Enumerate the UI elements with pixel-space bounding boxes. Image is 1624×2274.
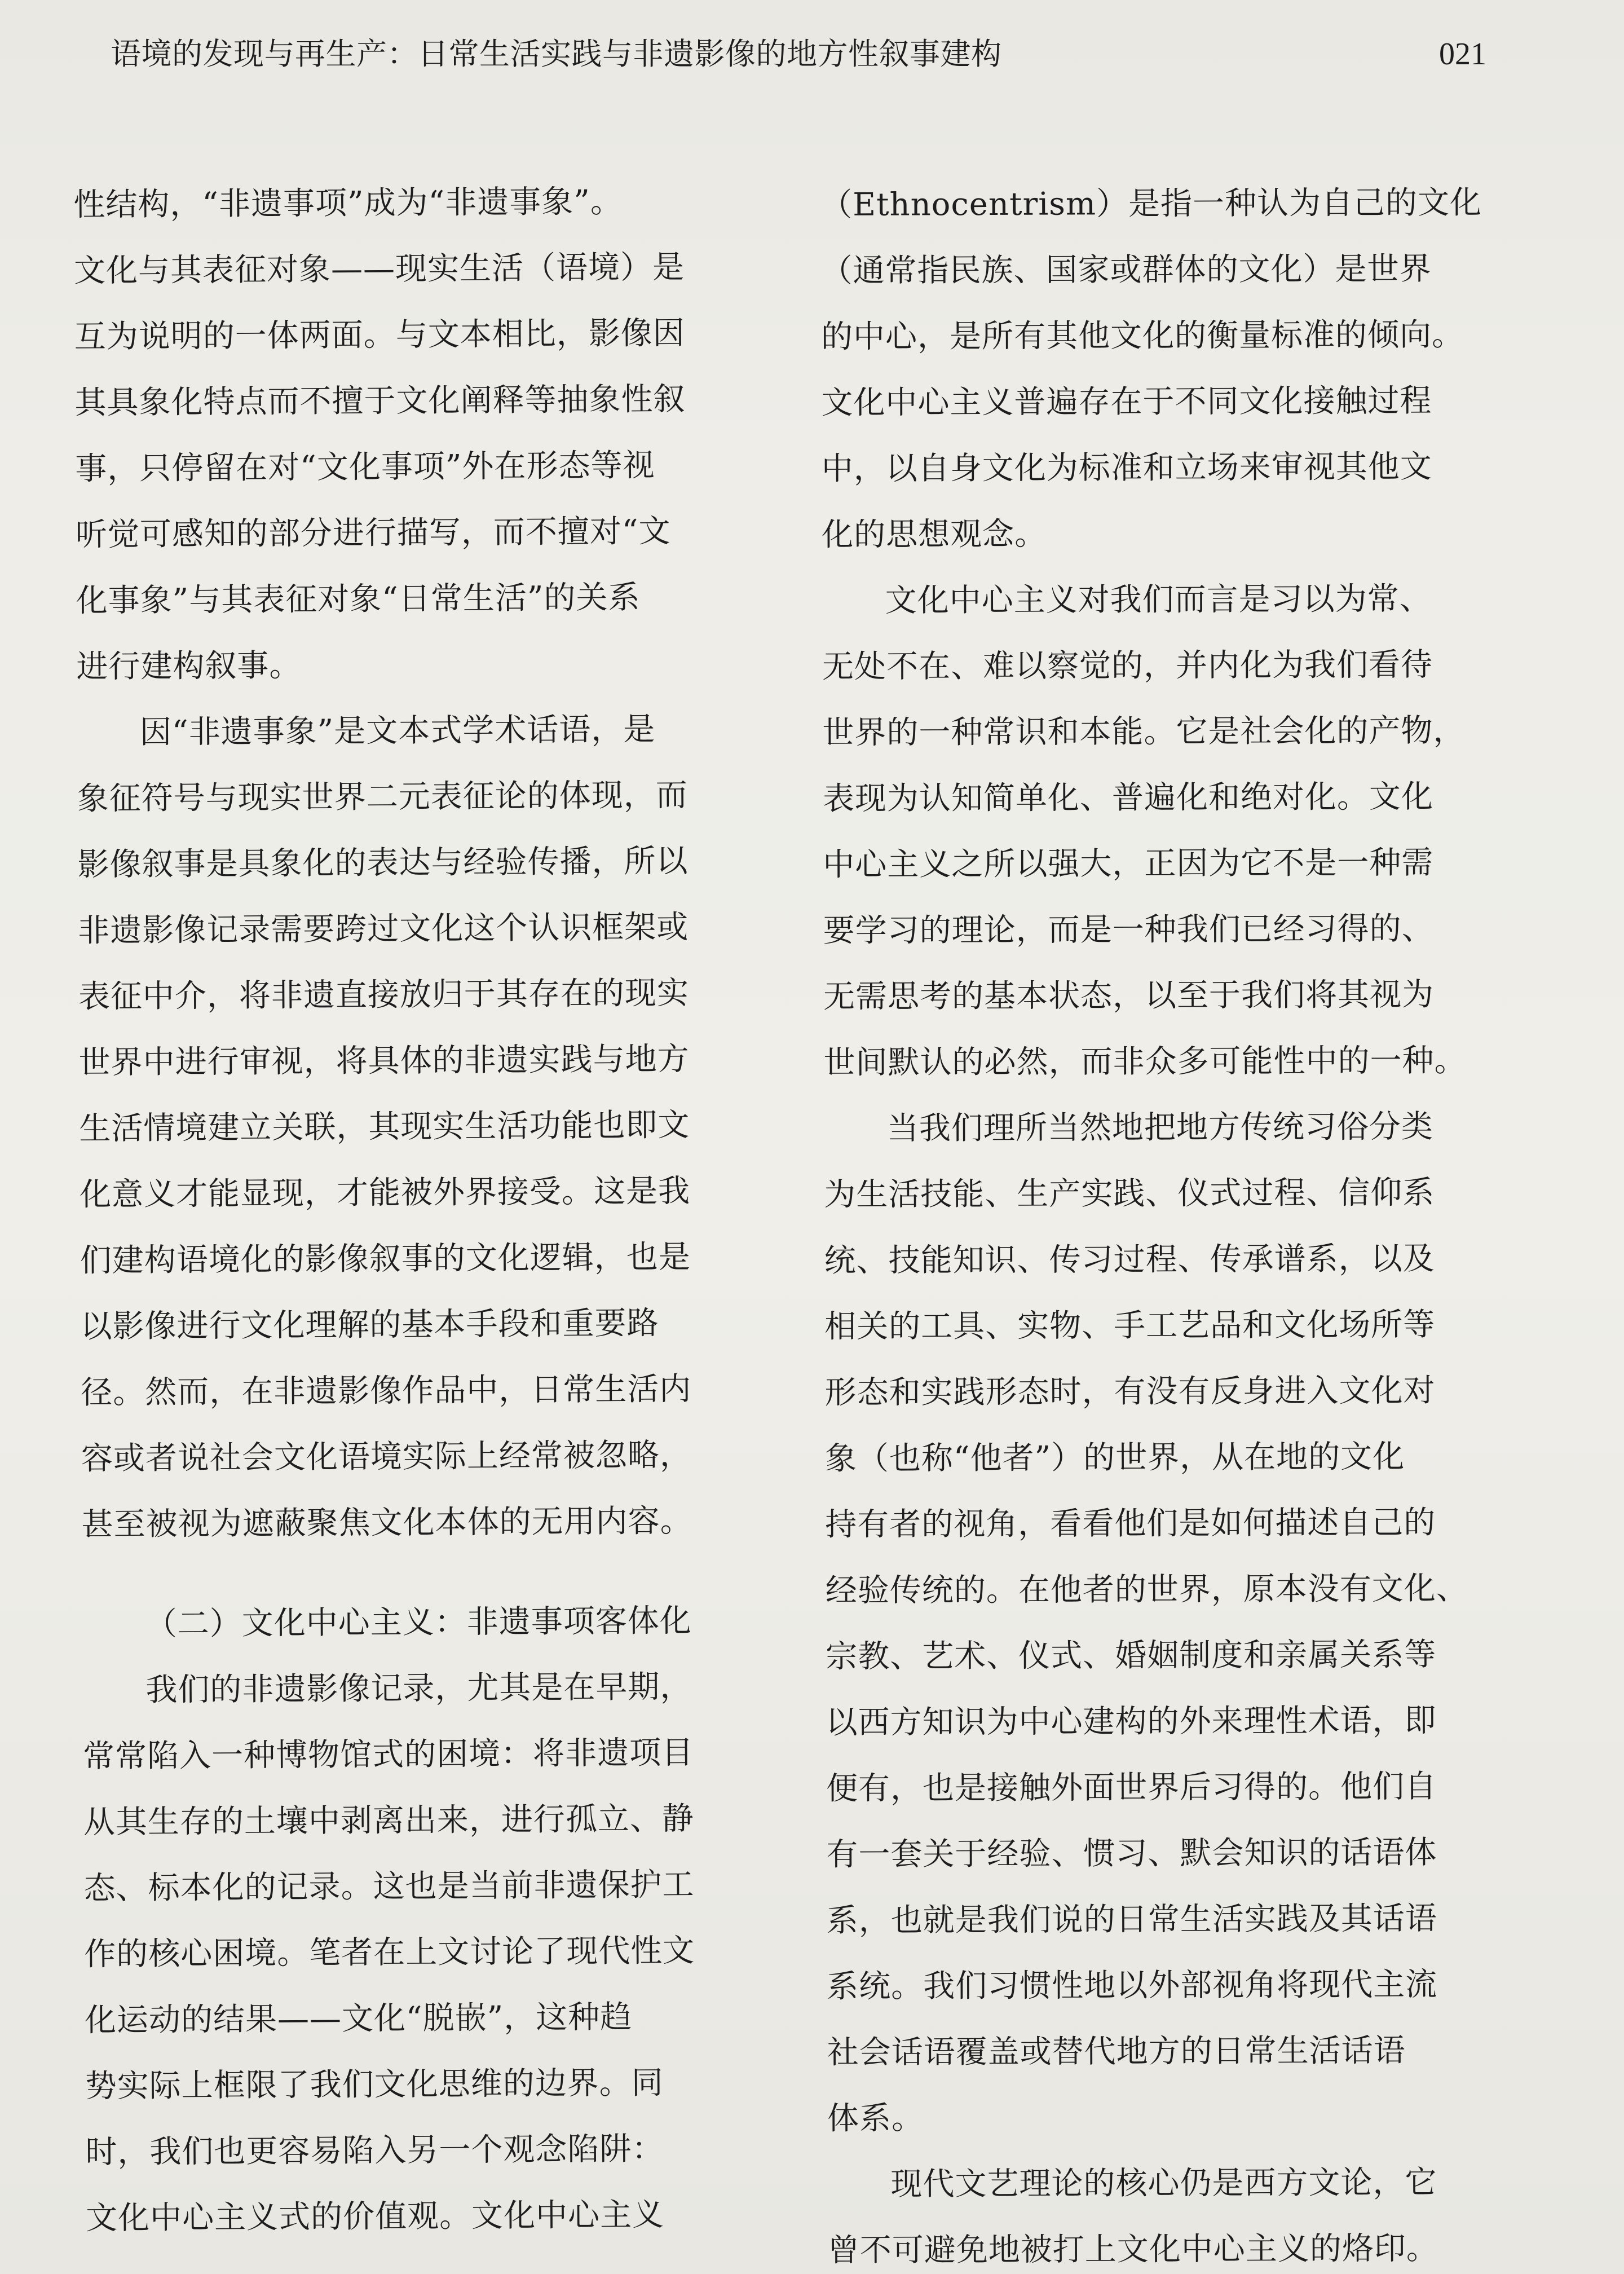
text-line: （通常指民族、国家或群体的文化）是世界: [820, 250, 1432, 289]
text-line: 化意义才能显现，才能被外界接受。这是我: [79, 1173, 691, 1213]
text-line: 文化中心主义式的价值观。文化中心主义: [85, 2196, 665, 2237]
text-line: 生活情境建立关联，其现实生活功能也即文: [79, 1107, 690, 1147]
text-line: 事，只停留在对“文化事项”外在形态等视: [75, 447, 655, 487]
text-line: 听觉可感知的部分进行描写，而不擅对“文: [75, 513, 671, 553]
paragraph-first-line: 文化中心主义对我们而言是习以为常、: [885, 580, 1432, 619]
text-line: 性结构，“非遗事项”成为“非遗事象”。: [73, 183, 623, 223]
text-line: 常常陷入一种博物馆式的困境：将非遗项目: [82, 1734, 694, 1775]
text-line: 象（也称“他者”）的世界，从在地的文化: [824, 1438, 1405, 1477]
text-line: 势实际上框限了我们文化思维的边界。同: [85, 2064, 664, 2105]
text-line: 化的思想观念。: [822, 515, 1047, 553]
section-spacing: [82, 1554, 747, 1592]
text-line: 影像叙事是具象化的表达与经验传播，所以: [77, 843, 689, 883]
page-number: 021: [1439, 37, 1486, 72]
right-column: [820, 170, 1493, 2274]
text-line: 容或者说社会文化语境实际上经常被忽略，: [81, 1436, 692, 1477]
text-line: 文化与其表征对象——现实生活（语境）是: [73, 249, 685, 289]
text-line: 表现为认知简单化、普遍化和绝对化。文化: [822, 778, 1433, 817]
running-head-title: 语境的发现与再生产：日常生活实践与非遗影像的地方性叙事建构: [111, 36, 1002, 72]
text-line: 要学习的理论，而是一种我们已经习得的、: [823, 910, 1434, 949]
text-line: 无处不在、难以察觉的，并内化为我们看待: [822, 646, 1433, 685]
text-line: 化事象”与其表征对象“日常生活”的关系: [76, 579, 641, 619]
text-line: 统、技能知识、传习过程、传承谱系，以及: [824, 1240, 1435, 1279]
text-line: 从其生存的土壤中剥离出来，进行孤立、静: [83, 1800, 695, 1841]
text-line: 相关的工具、实物、手工艺品和文化场所等: [824, 1306, 1436, 1345]
text-line: 为生活技能、生产实践、仪式过程、信仰系: [824, 1174, 1435, 1213]
text-line: 无需思考的基本状态，以至于我们将其视为: [823, 976, 1435, 1015]
text-line: 社会话语覆盖或替代地方的日常生活话语: [827, 2032, 1406, 2071]
text-line: 宗教、艺术、仪式、婚姻制度和亲属关系等: [826, 1636, 1437, 1675]
text-line: 曾不可避免地被打上文化中心主义的烙印。: [827, 2230, 1438, 2269]
text-line: 系，也就是我们说的日常生活实践及其话语: [826, 1900, 1437, 1939]
text-line: 互为说明的一体两面。与文本相比，影像因: [74, 315, 685, 355]
running-head: [111, 33, 1486, 83]
text-line: 文化中心主义普遍存在于不同文化接触过程: [821, 382, 1432, 421]
paragraph-first-line: 因“非遗事象”是文本式学术话语，是: [139, 711, 656, 751]
text-line: 便有，也是接触外面世界后习得的。他们自: [826, 1768, 1437, 1807]
paragraph-first-line: 我们的非遗影像记录，尤其是在早期，: [145, 1668, 692, 1709]
left-column: [73, 168, 752, 2251]
text-line: 作的核心困境。笔者在上文讨论了现代性文: [84, 1932, 695, 1973]
text-line: 态、标本化的记录。这也是当前非遗保护工: [83, 1866, 695, 1907]
text-line: 形态和实践形态时，有没有反身进入文化对: [824, 1372, 1436, 1411]
text-line: 非遗影像记录需要跨过文化这个认识框架或: [78, 909, 689, 949]
text-line: 系统。我们习惯性地以外部视角将现代主流: [827, 1966, 1438, 2005]
text-line: 其具象化特点而不擅于文化阐释等抽象性叙: [74, 381, 686, 421]
text-line: 体系。: [827, 2100, 924, 2137]
text-line: 世间默认的必然，而非众多可能性中的一种。: [823, 1042, 1467, 1081]
text-line: 表征中介，将非遗直接放归于其存在的现实: [78, 975, 690, 1015]
text-line: 以西方知识为中心建构的外来理性术语，即: [826, 1702, 1437, 1741]
text-line: 中心主义之所以强大，正因为它不是一种需: [823, 844, 1434, 883]
text-line: 进行建构叙事。: [76, 647, 302, 685]
paragraph-first-line: 当我们理所当然地把地方传统习俗分类: [886, 1108, 1434, 1147]
text-line: 经验传统的。在他者的世界，原本没有文化、: [825, 1570, 1468, 1609]
text-line: 化运动的结果——文化“脱嵌”，这种趋: [84, 1999, 633, 2039]
text-line: 中，以自身文化为标准和立场来审视其他文: [821, 448, 1432, 487]
section-heading: （二）文化中心主义：非遗事项客体化: [145, 1602, 692, 1643]
text-line: 时，我们也更容易陷入另一个观念陷阱：: [85, 2130, 664, 2171]
text-line: 持有者的视角，看看他们是如何描述自己的: [825, 1504, 1436, 1543]
text-line: 象征符号与现实世界二元表征论的体现，而: [77, 777, 688, 817]
text-line: 的中心，是所有其他文化的衡量标准的倾向。: [820, 316, 1464, 355]
paragraph-first-line: 现代文艺理论的核心仍是西方文论，它: [890, 2164, 1437, 2203]
text-line: 以影像进行文化理解的基本手段和重要路: [80, 1305, 659, 1345]
text-line: 世界的一种常识和本能。它是社会化的产物，: [822, 712, 1466, 751]
text-line: 们建构语境化的影像叙事的文化逻辑，也是: [80, 1239, 691, 1279]
text-line: 甚至被视为遮蔽聚焦文化本体的无用内容。: [81, 1502, 692, 1543]
text-line: 径。然而，在非遗影像作品中，日常生活内: [81, 1370, 692, 1411]
text-line: （Ethnocentrism）是指一种认为自己的文化: [820, 184, 1482, 223]
text-line: 世界中进行审视，将具体的非遗实践与地方: [78, 1041, 690, 1081]
text-line: 有一套关于经验、惯习、默会知识的话语体: [826, 1834, 1437, 1873]
